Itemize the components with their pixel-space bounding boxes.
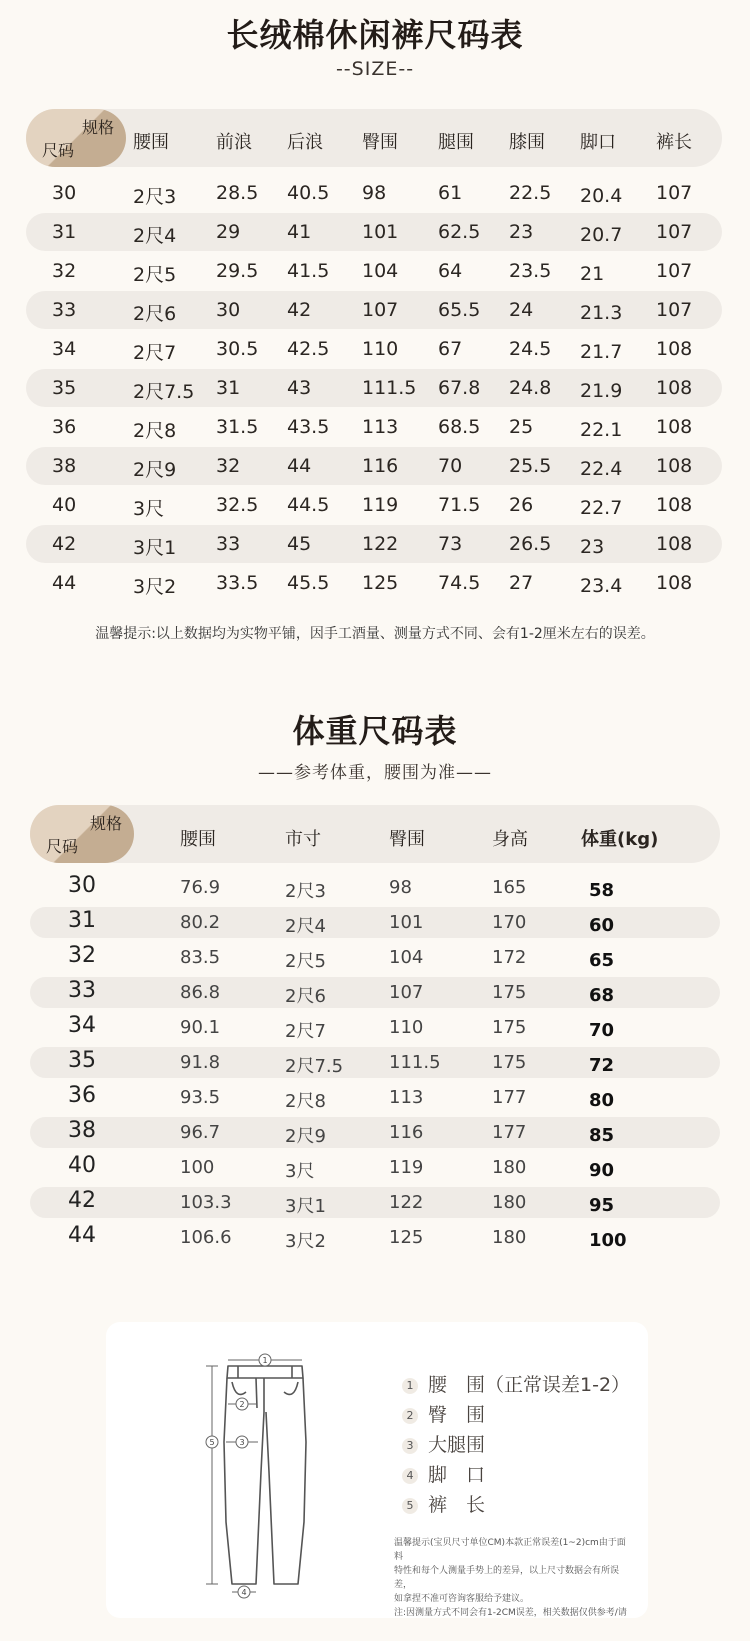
fine-print-line: 温馨提示(宝贝尺寸单位CM)本款正常误差(1~2)cm由于面料 xyxy=(394,1538,626,1562)
table-cell: 108 xyxy=(656,377,693,399)
table-cell: 104 xyxy=(362,260,399,282)
table-cell: 38 xyxy=(52,455,77,477)
table-cell: 125 xyxy=(389,1227,424,1248)
table-cell: 119 xyxy=(362,494,399,516)
table-cell: 108 xyxy=(656,572,693,594)
corner-label-size: 尺码 xyxy=(42,141,75,160)
table-cell: 90 xyxy=(589,1160,615,1181)
table-cell: 2尺4 xyxy=(285,916,326,937)
weight-table-title: 体重尺码表 xyxy=(292,712,458,750)
table-cell: 70 xyxy=(438,455,463,477)
table-cell: 35 xyxy=(68,1048,96,1073)
table-cell: 60 xyxy=(589,915,615,936)
table-cell: 172 xyxy=(492,947,527,968)
table-cell: 111.5 xyxy=(362,377,417,399)
table-cell: 41 xyxy=(287,221,312,243)
table-cell: 2尺7.5 xyxy=(285,1056,344,1077)
table-cell: 31.5 xyxy=(216,416,259,438)
table-cell: 2尺5 xyxy=(133,264,177,286)
table-cell: 2尺9 xyxy=(133,459,177,481)
table-cell: 2尺8 xyxy=(133,420,177,442)
header-8: 裤长 xyxy=(656,132,692,153)
table-cell: 100 xyxy=(180,1157,215,1178)
table-cell: 30.5 xyxy=(216,338,259,360)
table-cell: 32 xyxy=(68,943,96,968)
table-cell: 23 xyxy=(580,536,605,558)
table-cell: 70 xyxy=(589,1020,615,1041)
table-cell: 23.5 xyxy=(509,260,552,282)
table-cell: 93.5 xyxy=(180,1087,221,1108)
header-corner-2 xyxy=(30,805,134,863)
legend-number: 3 xyxy=(402,1438,418,1454)
table-cell: 80 xyxy=(589,1090,615,1111)
table-cell: 116 xyxy=(362,455,399,477)
table-cell: 44 xyxy=(68,1223,96,1248)
legend-number: 5 xyxy=(402,1498,418,1514)
table-cell: 107 xyxy=(362,299,399,321)
table-cell: 91.8 xyxy=(180,1052,221,1073)
header-3: 臀围 xyxy=(389,829,425,850)
table-cell: 122 xyxy=(389,1192,424,1213)
header-corner xyxy=(26,109,126,167)
table-cell: 44.5 xyxy=(287,494,330,516)
table-cell: 2尺9 xyxy=(285,1126,326,1147)
table-cell: 34 xyxy=(52,338,77,360)
header-5: 腿围 xyxy=(438,132,474,153)
table-cell: 180 xyxy=(492,1157,527,1178)
table-cell: 45 xyxy=(287,533,312,555)
table-cell: 22.1 xyxy=(580,419,623,441)
svg-text:5: 5 xyxy=(209,1438,215,1447)
fine-print-line: 注:因测量方式不同会有1-2CM误差，相关数据仅供参考/请 xyxy=(394,1608,627,1618)
table-cell: 125 xyxy=(362,572,399,594)
header-1: 腰围 xyxy=(133,132,169,153)
table-cell: 107 xyxy=(389,982,424,1003)
table-cell: 22.7 xyxy=(580,497,623,519)
table-cell: 71.5 xyxy=(438,494,481,516)
legend-item xyxy=(402,1460,485,1487)
table-cell: 3尺1 xyxy=(285,1196,326,1217)
legend-label: 脚 口 xyxy=(428,1464,486,1486)
row-band xyxy=(30,907,720,938)
table-cell: 30 xyxy=(68,873,96,898)
table-cell: 107 xyxy=(656,260,693,282)
table-cell: 33 xyxy=(216,533,241,555)
row-band xyxy=(30,1187,720,1218)
table-cell: 21.7 xyxy=(580,341,623,363)
table-cell: 29.5 xyxy=(216,260,259,282)
fine-print-line: 如拿捏不准可咨询客服给予建议。 xyxy=(394,1594,530,1604)
svg-text:4: 4 xyxy=(241,1588,247,1597)
table-cell: 110 xyxy=(362,338,399,360)
table-cell: 33.5 xyxy=(216,572,259,594)
table-cell: 22.5 xyxy=(509,182,552,204)
legend-item xyxy=(402,1370,630,1397)
corner-label-size-2: 尺码 xyxy=(46,837,79,856)
table-cell: 90.1 xyxy=(180,1017,221,1038)
table-cell: 108 xyxy=(656,455,693,477)
measurement-diagram-card xyxy=(106,1322,648,1618)
table-cell: 40 xyxy=(52,494,77,516)
table-cell: 20.4 xyxy=(580,185,623,207)
table-cell: 27 xyxy=(509,572,534,594)
table-cell: 101 xyxy=(362,221,399,243)
table-cell: 80.2 xyxy=(180,912,221,933)
header-7: 脚口 xyxy=(580,132,616,153)
table-cell: 22.4 xyxy=(580,458,623,480)
table-cell: 2尺4 xyxy=(133,225,177,247)
table-cell: 40 xyxy=(68,1153,96,1178)
table-cell: 175 xyxy=(492,1017,527,1038)
table-cell: 24 xyxy=(509,299,534,321)
legend-label: 臀 围 xyxy=(428,1404,486,1426)
table-cell: 25.5 xyxy=(509,455,552,477)
table-cell: 3尺1 xyxy=(133,537,177,559)
table-cell: 100 xyxy=(589,1230,627,1251)
table-cell: 65.5 xyxy=(438,299,481,321)
header-2: 前浪 xyxy=(216,132,252,153)
table-cell: 61 xyxy=(438,182,463,204)
svg-text:1: 1 xyxy=(262,1356,268,1365)
table-cell: 3尺 xyxy=(285,1161,315,1182)
table-cell: 44 xyxy=(287,455,312,477)
size-table-title: 长绒棉休闲裤尺码表 xyxy=(226,16,524,54)
table-cell: 73 xyxy=(438,533,463,555)
table-cell: 116 xyxy=(389,1122,424,1143)
table-cell: 76.9 xyxy=(180,877,221,898)
table-cell: 107 xyxy=(656,221,693,243)
table-cell: 95 xyxy=(589,1195,615,1216)
table-cell: 85 xyxy=(589,1125,615,1146)
table-cell: 2尺3 xyxy=(285,881,326,902)
table-cell: 40.5 xyxy=(287,182,330,204)
header-5: 体重(kg) xyxy=(581,829,659,850)
legend-number: 2 xyxy=(402,1408,418,1424)
table-cell: 83.5 xyxy=(180,947,221,968)
table-cell: 122 xyxy=(362,533,399,555)
table-cell: 86.8 xyxy=(180,982,221,1003)
table-cell: 25 xyxy=(509,416,534,438)
table-cell: 68 xyxy=(589,985,615,1006)
table-cell: 103.3 xyxy=(180,1192,232,1213)
row-band xyxy=(30,977,720,1008)
table-cell: 108 xyxy=(656,533,693,555)
table-cell: 45.5 xyxy=(287,572,330,594)
table-cell: 26.5 xyxy=(509,533,552,555)
corner-label-spec: 规格 xyxy=(81,118,114,137)
table-cell: 98 xyxy=(389,877,412,898)
table-cell: 111.5 xyxy=(389,1052,441,1073)
size-table-note: 温馨提示:以上数据均为实物平铺，因手工酒量、测量方式不同、会有1-2厘米左右的误差。 xyxy=(95,626,655,642)
table-cell: 30 xyxy=(52,182,77,204)
header-4: 身高 xyxy=(492,829,528,850)
fine-print-line: 特性和每个人测量手势上的差异，以上尺寸数据会有所误差， xyxy=(394,1566,620,1590)
header-2: 市寸 xyxy=(285,829,321,850)
table-cell: 31 xyxy=(52,221,77,243)
row-band xyxy=(30,1047,720,1078)
table-cell: 119 xyxy=(389,1157,424,1178)
table-cell: 101 xyxy=(389,912,424,933)
table-cell: 31 xyxy=(68,908,96,933)
row-band xyxy=(30,1117,720,1148)
table-cell: 64 xyxy=(438,260,463,282)
table-cell: 2尺8 xyxy=(285,1091,326,1112)
table-cell: 21 xyxy=(580,263,605,285)
table-cell: 2尺7 xyxy=(133,342,177,364)
table-cell: 107 xyxy=(656,182,693,204)
table-cell: 62.5 xyxy=(438,221,481,243)
table-cell: 3尺2 xyxy=(133,576,177,598)
table-cell: 113 xyxy=(389,1087,424,1108)
weight-table-subtitle: ——参考体重，腰围为准—— xyxy=(258,763,492,783)
table-cell: 2尺6 xyxy=(133,303,177,325)
table-cell: 32 xyxy=(52,260,77,282)
table-cell: 43.5 xyxy=(287,416,330,438)
table-cell: 58 xyxy=(589,880,615,901)
table-cell: 42.5 xyxy=(287,338,330,360)
table-cell: 177 xyxy=(492,1087,527,1108)
header-4: 臀围 xyxy=(362,132,398,153)
table-cell: 175 xyxy=(492,1052,527,1073)
legend-label: 裤 长 xyxy=(428,1494,486,1516)
table-cell: 108 xyxy=(656,494,693,516)
table-cell: 38 xyxy=(68,1118,96,1143)
table-cell: 33 xyxy=(68,978,96,1003)
table-cell: 28.5 xyxy=(216,182,259,204)
table-cell: 2尺7.5 xyxy=(133,381,195,403)
table-cell: 32 xyxy=(216,455,241,477)
table-cell: 43 xyxy=(287,377,312,399)
table-cell: 67.8 xyxy=(438,377,481,399)
table-cell: 65 xyxy=(589,950,615,971)
table-cell: 21.9 xyxy=(580,380,623,402)
table-cell: 72 xyxy=(589,1055,615,1076)
table-cell: 104 xyxy=(389,947,424,968)
table-cell: 33 xyxy=(52,299,77,321)
table-cell: 96.7 xyxy=(180,1122,221,1143)
size-table-subtitle: --SIZE-- xyxy=(335,58,415,80)
table-cell: 2尺3 xyxy=(133,186,177,208)
legend-number: 4 xyxy=(402,1468,418,1484)
svg-text:2: 2 xyxy=(239,1400,245,1409)
table-cell: 2尺5 xyxy=(285,951,326,972)
legend-label: 腰 围（正常误差1-2） xyxy=(428,1374,631,1396)
header-1: 腰围 xyxy=(180,829,216,850)
table-cell: 108 xyxy=(656,416,693,438)
table-cell: 35 xyxy=(52,377,77,399)
table-cell: 42 xyxy=(52,533,77,555)
table-cell: 44 xyxy=(52,572,77,594)
fine-print xyxy=(394,1536,634,1620)
table-cell: 2尺7 xyxy=(285,1021,326,1042)
table-cell: 180 xyxy=(492,1192,527,1213)
table-cell: 20.7 xyxy=(580,224,623,246)
table-cell: 21.3 xyxy=(580,302,623,324)
table-cell: 74.5 xyxy=(438,572,481,594)
table-cell: 165 xyxy=(492,877,527,898)
table-cell: 29 xyxy=(216,221,241,243)
table-cell: 24.5 xyxy=(509,338,552,360)
table-cell: 36 xyxy=(52,416,77,438)
legend-number: 1 xyxy=(402,1378,418,1394)
table-cell: 31 xyxy=(216,377,241,399)
table-cell: 98 xyxy=(362,182,387,204)
table-cell: 36 xyxy=(68,1083,96,1108)
table-cell: 34 xyxy=(68,1013,96,1038)
table-cell: 110 xyxy=(389,1017,424,1038)
legend-item xyxy=(402,1400,485,1427)
table-cell: 42 xyxy=(68,1188,96,1213)
table-cell: 113 xyxy=(362,416,399,438)
svg-text:3: 3 xyxy=(239,1438,245,1447)
table-cell: 175 xyxy=(492,982,527,1003)
table-cell: 3尺2 xyxy=(285,1231,326,1252)
header-6: 膝围 xyxy=(509,132,545,153)
header-3: 后浪 xyxy=(287,132,323,153)
table-cell: 26 xyxy=(509,494,534,516)
table-cell: 2尺6 xyxy=(285,986,326,1007)
table-cell: 177 xyxy=(492,1122,527,1143)
table-cell: 30 xyxy=(216,299,241,321)
table-cell: 108 xyxy=(656,338,693,360)
table-cell: 68.5 xyxy=(438,416,481,438)
corner-label-spec-2: 规格 xyxy=(89,814,122,833)
table-cell: 23 xyxy=(509,221,534,243)
table-cell: 23.4 xyxy=(580,575,623,597)
table-cell: 106.6 xyxy=(180,1227,232,1248)
table-cell: 3尺 xyxy=(133,498,165,520)
table-cell: 170 xyxy=(492,912,527,933)
table-cell: 107 xyxy=(656,299,693,321)
table-cell: 41.5 xyxy=(287,260,330,282)
table-cell: 42 xyxy=(287,299,312,321)
legend-item xyxy=(402,1490,485,1517)
legend-label: 大腿围 xyxy=(428,1434,486,1456)
table-cell: 24.8 xyxy=(509,377,552,399)
table-cell: 180 xyxy=(492,1227,527,1248)
table-cell: 67 xyxy=(438,338,463,360)
table-cell: 32.5 xyxy=(216,494,259,516)
legend-item xyxy=(402,1430,485,1457)
